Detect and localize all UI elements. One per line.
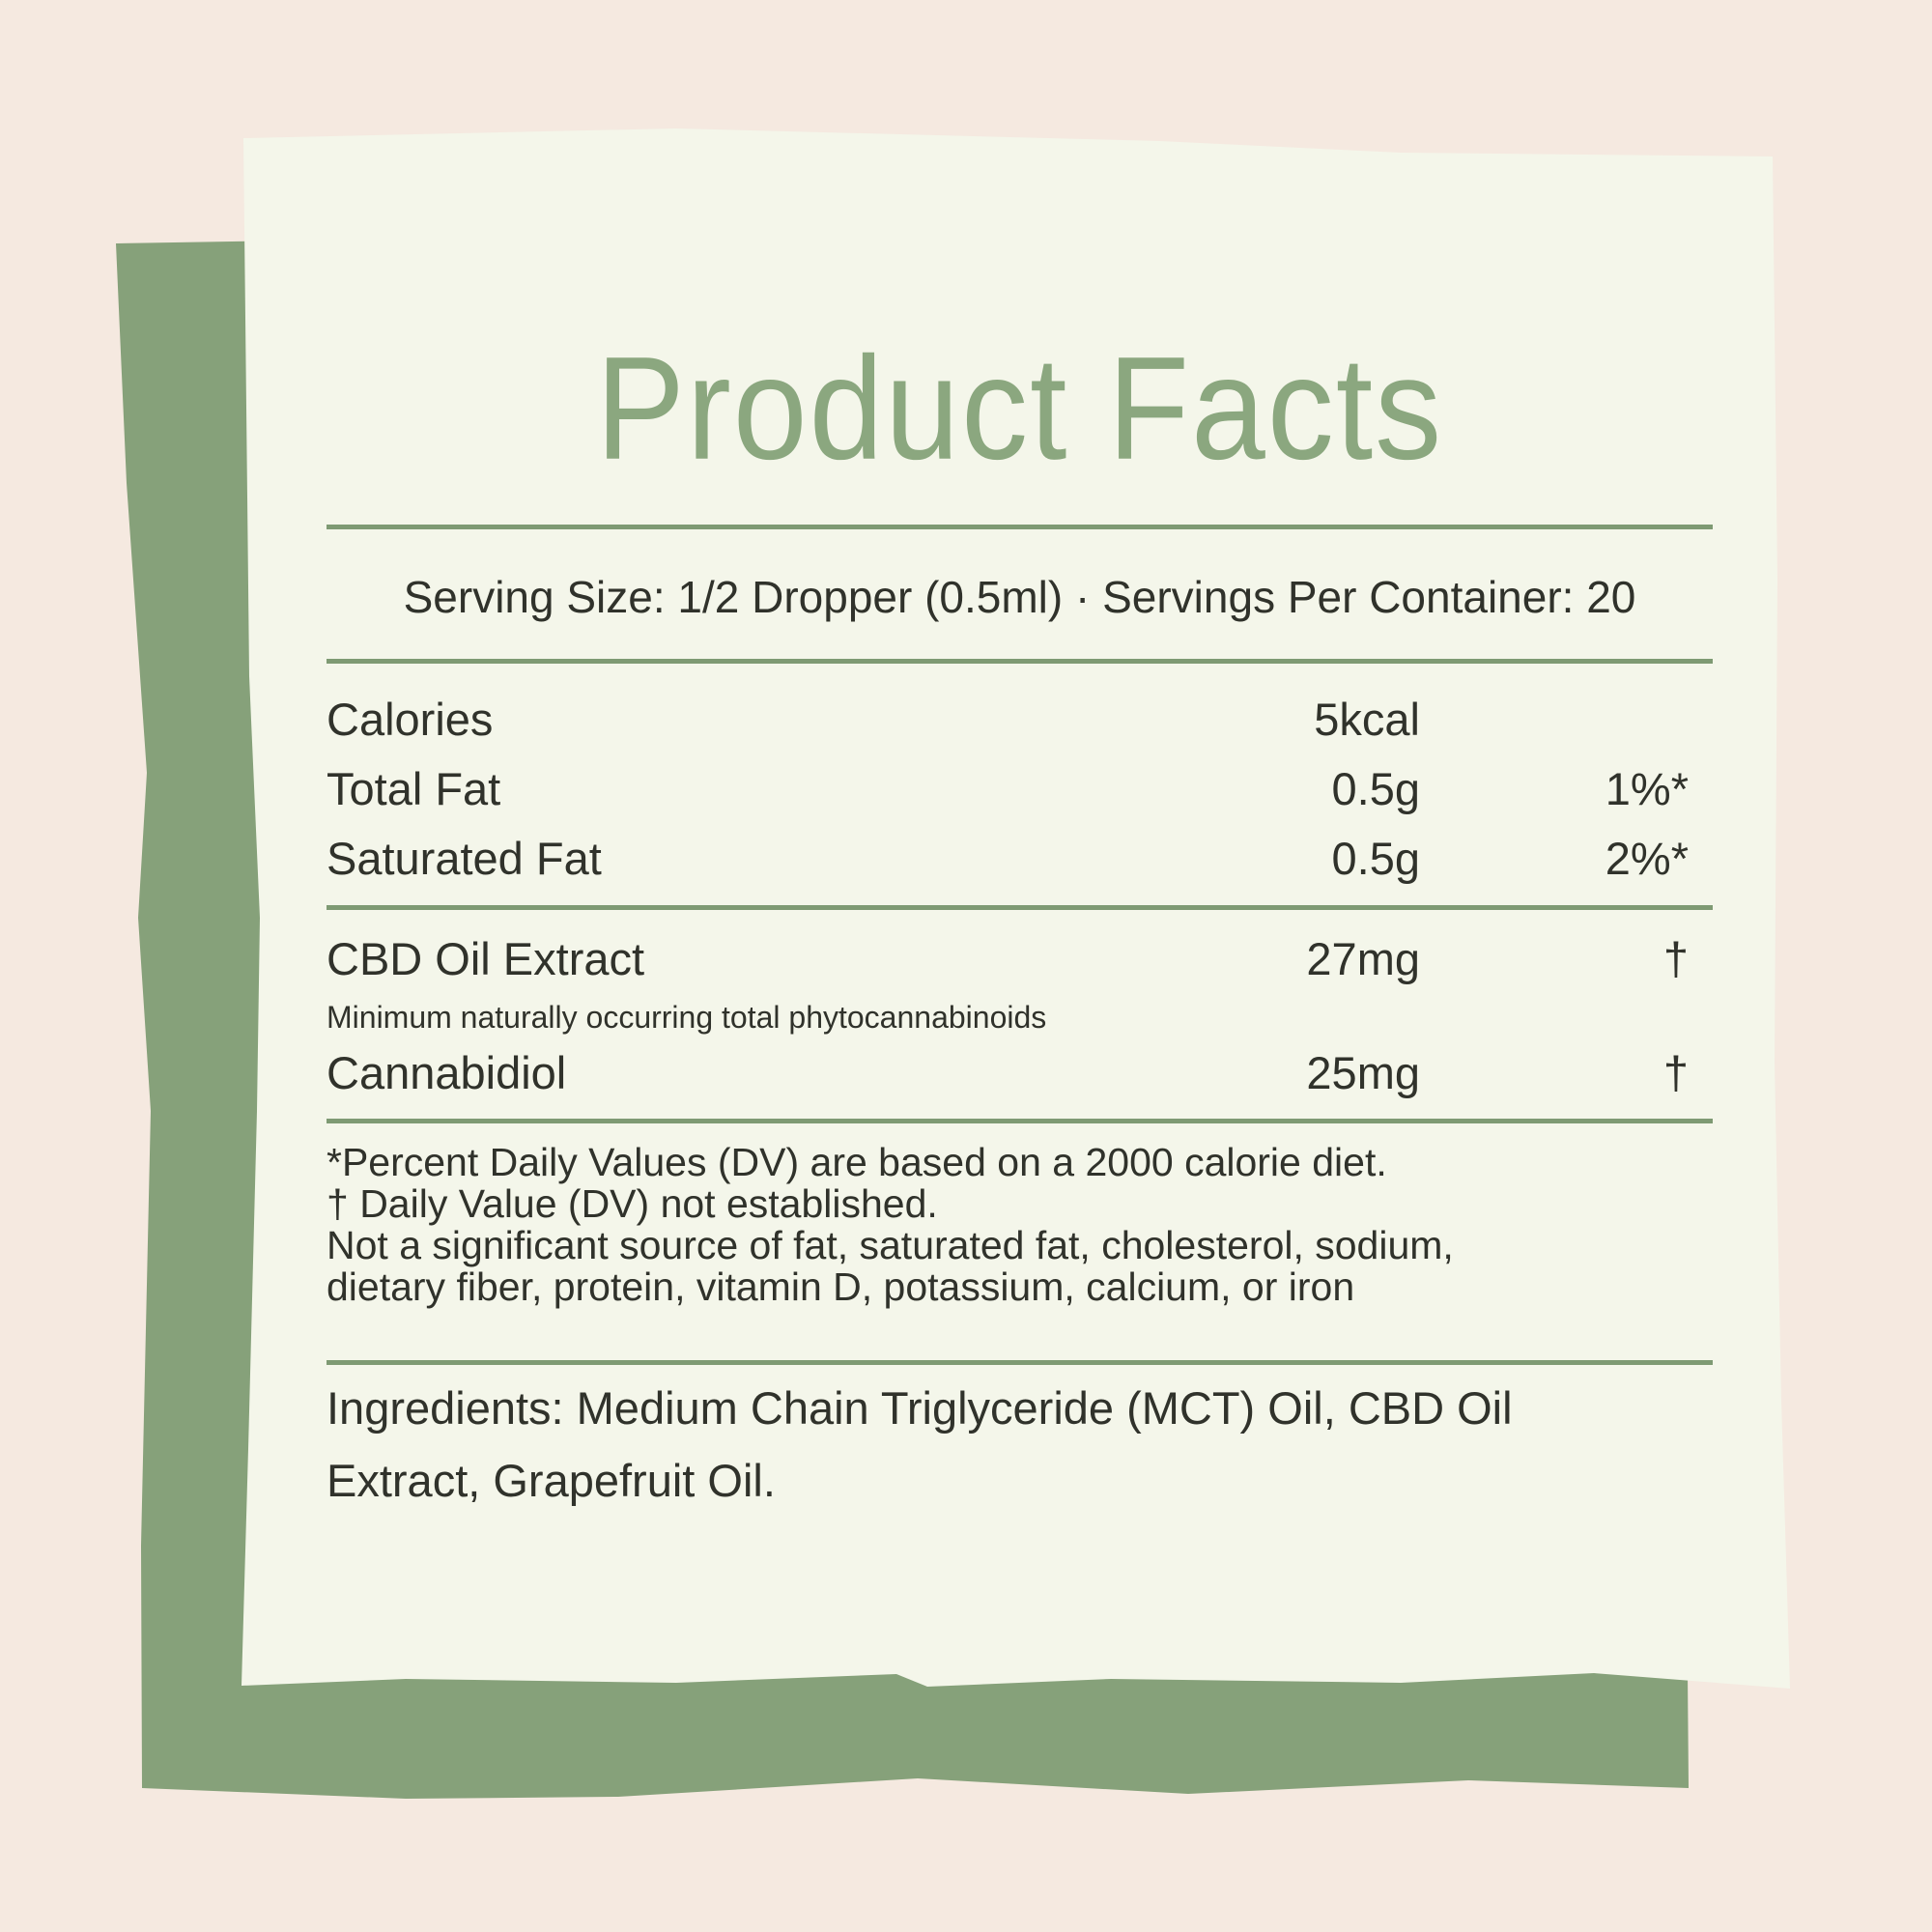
row-value: 0.5g (1331, 833, 1420, 884)
nutrition-row-saturated-fat (327, 831, 1689, 887)
active-row-cannabidiol (327, 1045, 1689, 1101)
row-value: 5kcal (1314, 694, 1420, 745)
row-value: 27mg (1306, 933, 1420, 984)
footnote-not-significant-source-2: dietary fiber, protein, vitamin D, potassium, calcium, or iron (327, 1264, 1355, 1309)
footnote-daily-values: *Percent Daily Values (DV) are based on a 2000 calorie diet. (327, 1140, 1387, 1184)
row-label: Cannabidiol (327, 1047, 567, 1098)
page-title (327, 327, 1713, 491)
row-label: CBD Oil Extract (327, 933, 645, 984)
row-label: Saturated Fat (327, 833, 602, 884)
label-content (327, 0, 1713, 1932)
row-label: Total Fat (327, 763, 501, 814)
divider-above-ingredients (327, 1360, 1713, 1365)
divider-under-title (327, 525, 1713, 529)
footnote-dv-not-established: † Daily Value (DV) not established. (327, 1181, 938, 1226)
footnote-not-significant-source-1: Not a significant source of fat, saturated fat, cholesterol, sodium, (327, 1223, 1454, 1267)
divider-under-serving (327, 659, 1713, 664)
ingredients-line-1: Ingredients: Medium Chain Triglyceride (MCT) Oil, CBD Oil (327, 1382, 1513, 1434)
row-dv: 1%* (1605, 763, 1689, 814)
active-row-cbd-oil-extract (327, 931, 1689, 987)
ingredients-block (327, 1372, 1713, 1517)
row-value: 25mg (1306, 1047, 1420, 1098)
ingredients-line-2: Extract, Grapefruit Oil. (327, 1455, 776, 1506)
row-dv-dagger: † (1662, 1047, 1689, 1098)
divider-above-footnotes (327, 1119, 1713, 1123)
row-value: 0.5g (1331, 763, 1420, 814)
row-label: Calories (327, 694, 494, 745)
cbd-phytocannabinoids-note: Minimum naturally occurring total phytocannabinoids (327, 1000, 1047, 1035)
divider-above-cbd (327, 905, 1713, 910)
nutrition-row-total-fat (327, 761, 1689, 817)
row-dv-dagger: † (1662, 933, 1689, 984)
nutrition-row-calories (327, 692, 1689, 748)
page-title-text: Product Facts (595, 327, 1444, 491)
serving-info: Serving Size: 1/2 Dropper (0.5ml) · Servings Per Container: 20 (403, 572, 1636, 622)
footnotes-block (327, 1142, 1713, 1308)
row-dv: 2%* (1605, 833, 1689, 884)
